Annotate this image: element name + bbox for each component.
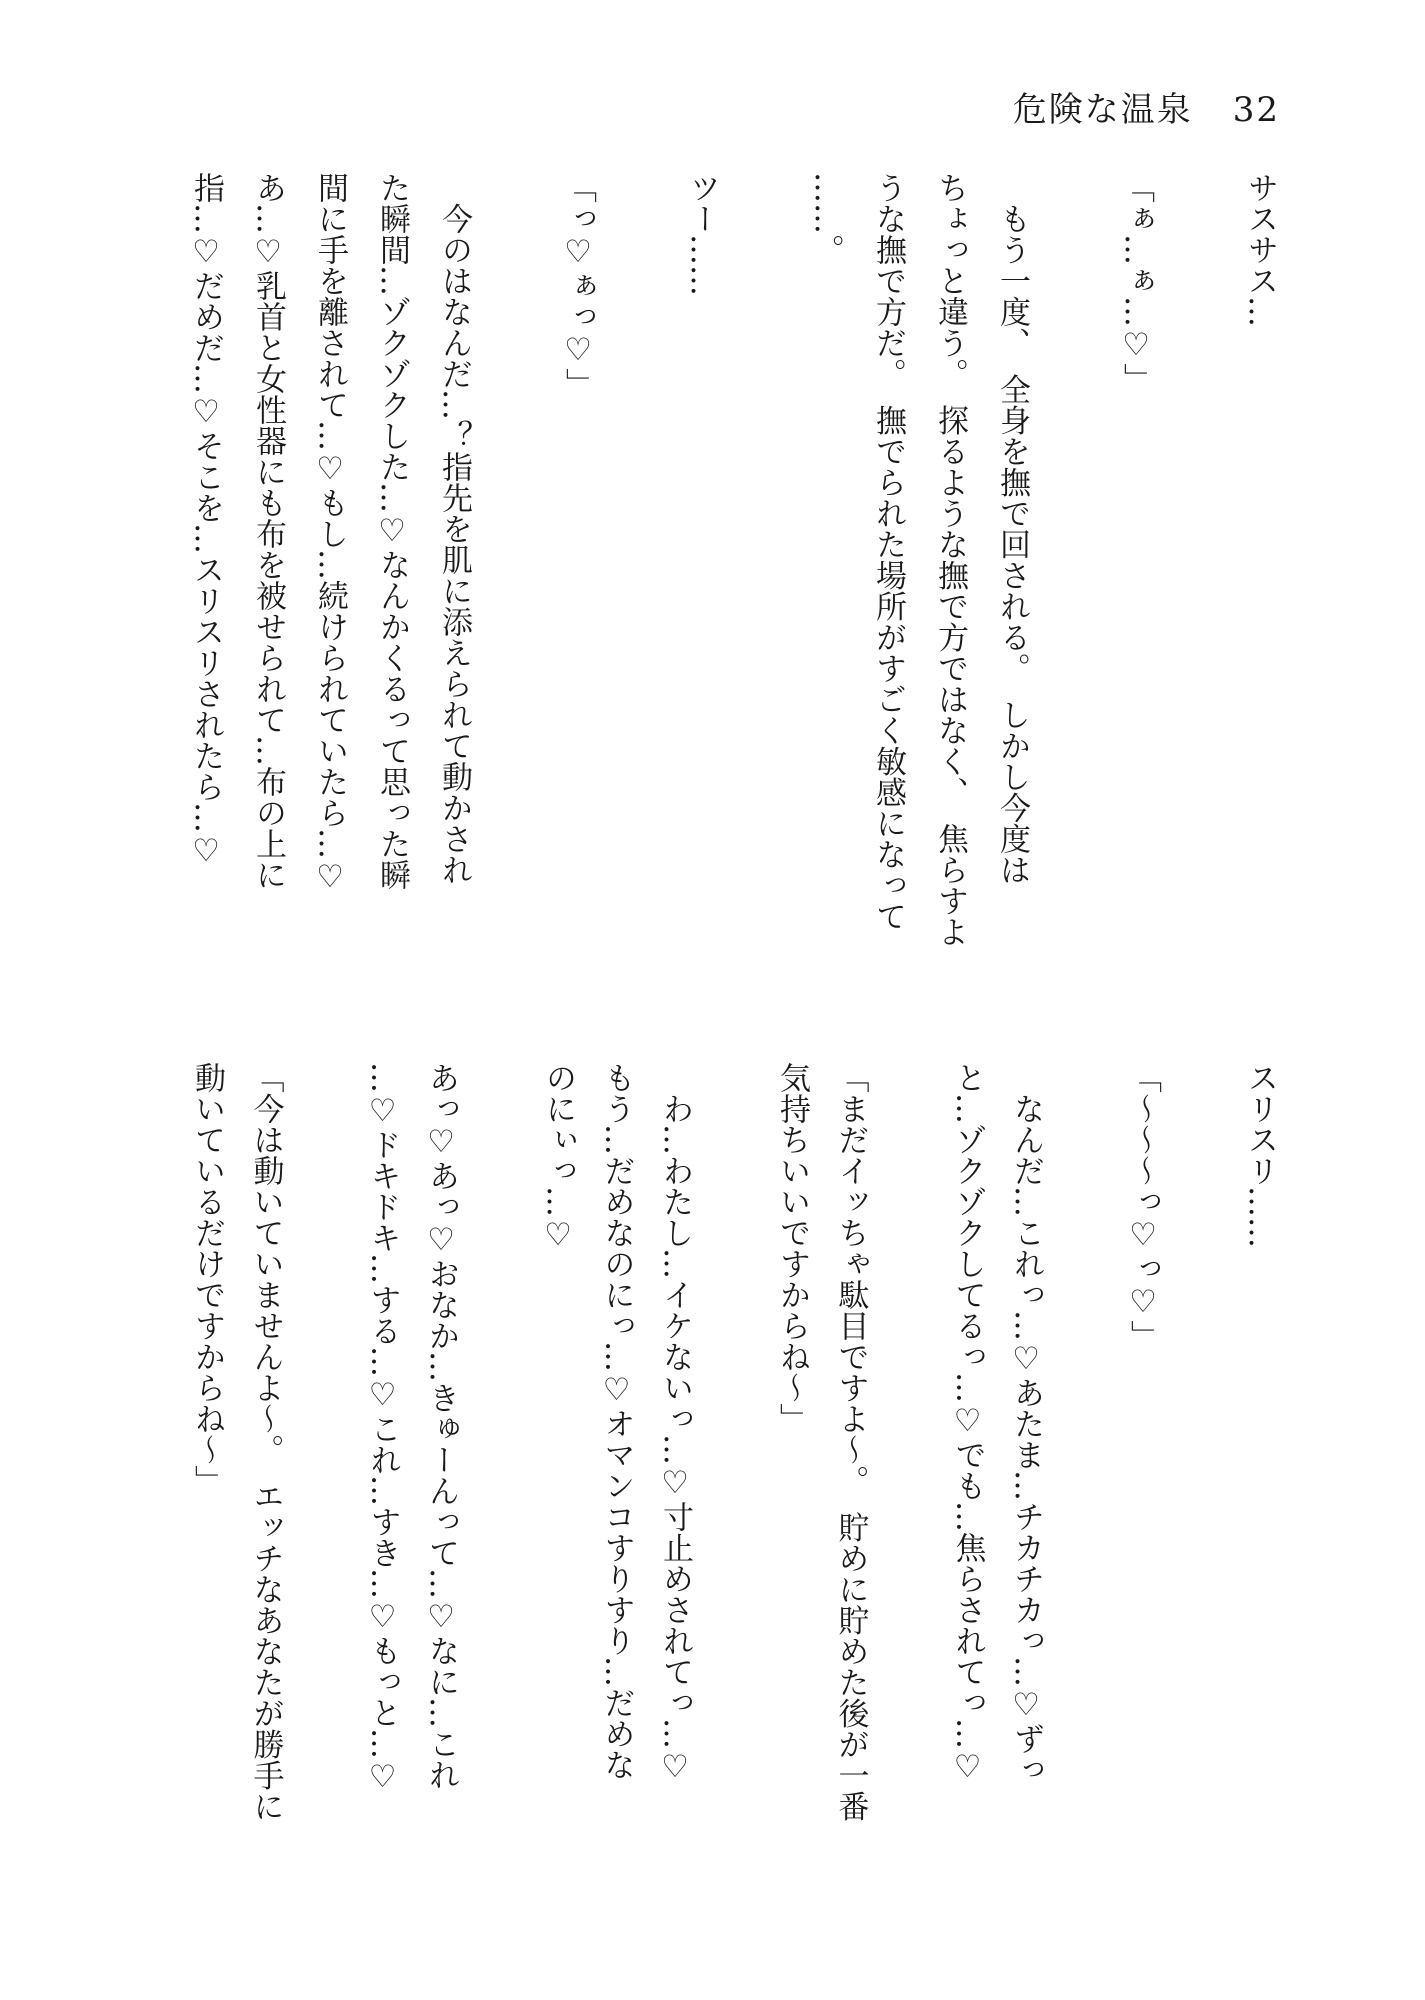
blank-line [1158, 1062, 1217, 1862]
text-line: 「今は動いていませんよ〜。 エッチなあなたが勝手に [247, 1062, 284, 1822]
text-line: 「〜〜〜っ♡っ♡」 [1125, 1062, 1161, 1351]
text-line: と…ゾクゾクしてるっ…♡でも…焦らされてっ…♡ [949, 1062, 986, 1785]
text-line: 気持ちいいですからね〜」 [774, 1062, 810, 1434]
blank-line [593, 172, 655, 972]
running-header [1013, 82, 1280, 131]
text-line: わ…わたし…イケないっ…♡寸止めされてっ…♡ [657, 1062, 693, 1785]
text-line: あ…♡乳首と女性器にも布を被せられて…布の上に [250, 172, 286, 890]
blank-line [456, 1062, 515, 1862]
blank-line [690, 1062, 749, 1862]
text-line: あっ♡あっ♡おなか…きゅーんって…♡なに…これ [423, 1062, 459, 1790]
text-line: ちょっと違う。 探るような撫で方ではなく、 焦らすよ [932, 172, 968, 947]
blank-line [866, 1062, 925, 1862]
text-line: 今のはなんだ…？指先を肌に添えられて動かされ [436, 172, 472, 885]
blank-line [1041, 1062, 1100, 1862]
text-line: サスサス… [1242, 172, 1278, 327]
text-line: 「っ♡ぁっ♡」 [560, 172, 596, 399]
text-line: …♡ドキドキ…する…♡これ…すき…♡もっと…♡ [364, 1062, 401, 1795]
text-line: 「ぁ…ぁ…♡」 [1118, 172, 1154, 394]
text-line: うな撫で方だ。 撫でられた場所がすごく敏感になって [870, 172, 906, 932]
text-line: 「まだイッちゃ駄目ですよ〜。 貯めに貯めた後が一番 [832, 1062, 869, 1822]
text-line: 間に手を離されて…♡もし…続けられていたら…♡ [312, 172, 348, 895]
text-line: ……。 [808, 172, 844, 265]
text-line: ツー…… [684, 172, 720, 296]
blank-line [717, 172, 779, 972]
text-line: た瞬間…ゾクゾクした…♡なんかくるって思った瞬 [374, 172, 410, 890]
text-line: 動いているだけですからね〜」 [189, 1062, 225, 1496]
text-line: もう一度、 全身を撫で回される。 しかし今度は [994, 172, 1030, 885]
blank-line [469, 172, 531, 972]
page-number: 32 [1232, 90, 1280, 130]
text-line: なんだ…これっ…♡あたま…チカチカっ…♡ずっ [1008, 1062, 1044, 1785]
text-line: のにぃっ…♡ [540, 1062, 576, 1253]
text-line: スリスリ…… [1242, 1062, 1278, 1248]
chapter-title: 危険な温泉 [1012, 90, 1193, 130]
blank-line [1027, 172, 1089, 972]
text-block-upper [159, 172, 1278, 972]
text-line: 指…♡だめだ…♡そこを…スリスリされたら…♡ [188, 172, 224, 869]
text-line: もう…だめなのにっ…♡オマンコすりすり…だめな [598, 1062, 635, 1780]
blank-line [1151, 172, 1213, 972]
text-block-lower [164, 1062, 1276, 1862]
blank-line [281, 1062, 340, 1862]
